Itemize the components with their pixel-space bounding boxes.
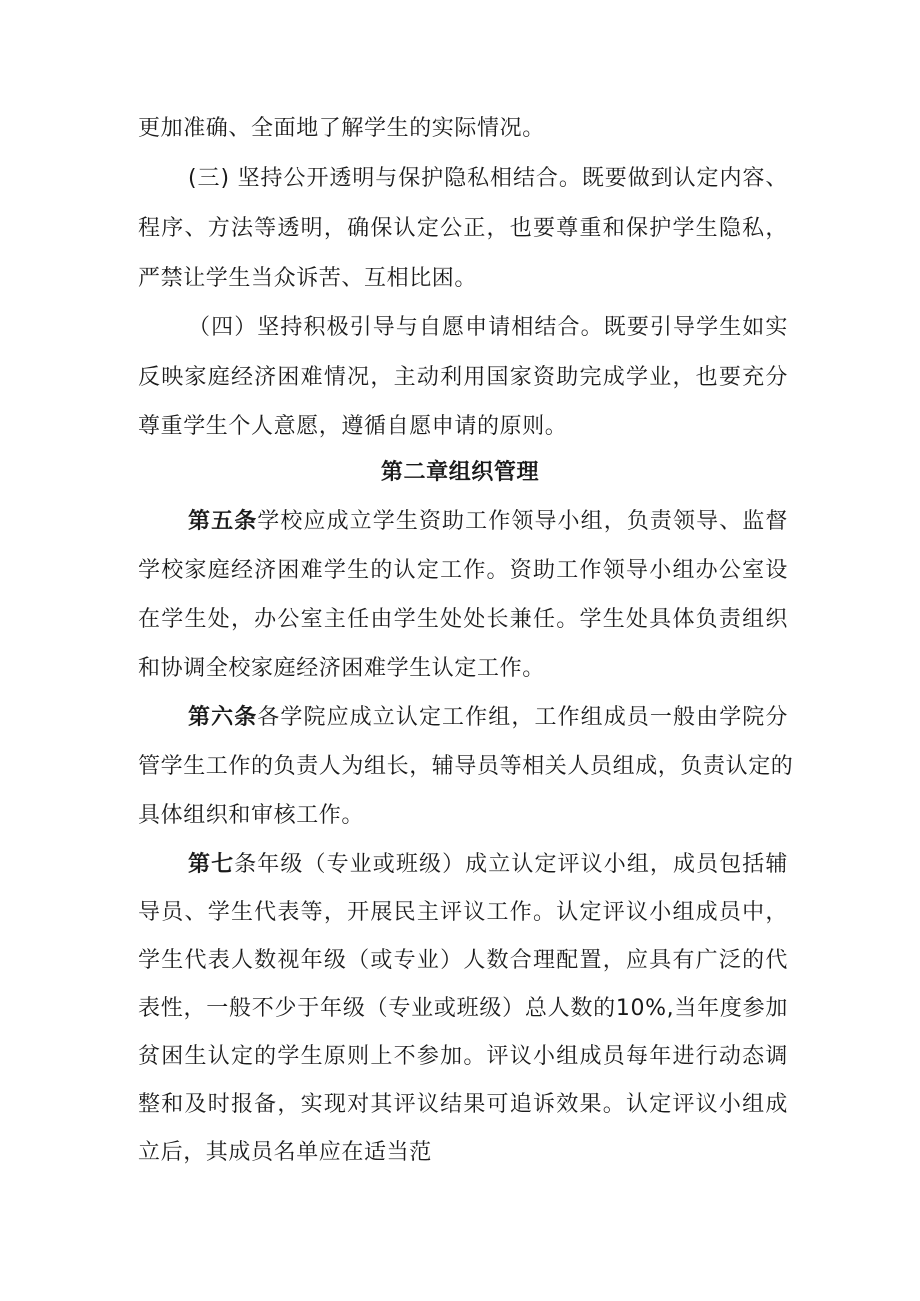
paragraph-line: 反映家庭经济困难情况，主动利用国家资助完成学业，也要充分 <box>138 365 788 390</box>
paragraph-line: 立后，其成员名单应在适当范 <box>138 1140 432 1165</box>
article-text: 条年级（专业或班级）成立认定评议小组，成员包括辅 <box>234 852 789 877</box>
chapter-title: 第二章组织管理 <box>380 460 540 485</box>
paragraph-line: 尊重学生个人意愿，遵循自愿申请的原则。 <box>138 414 568 439</box>
paragraph-line: 严禁让学生当众诉苦、互相比困。 <box>138 266 478 291</box>
article-label: 第七 <box>188 852 235 877</box>
paragraph-line: 贫困生认定的学生原则上不参加。评议小组成员每年进行动态调 <box>138 1044 788 1069</box>
article-7-first-line <box>188 850 788 880</box>
article-text: 各学院应成立认定工作组，工作组成员一般由学院分 <box>257 705 788 730</box>
paragraph-line: （四）坚持积极引导与自愿申请相结合。既要引导学生如实 <box>188 315 788 340</box>
paragraph-line: 更加准确、全面地了解学生的实际情况。 <box>138 116 545 141</box>
article-5-first-line <box>188 507 788 537</box>
paragraph-line: 整和及时报备，实现对其评议结果可追诉效果。认定评议小组成 <box>138 1092 788 1117</box>
article-label: 第六条 <box>188 705 258 730</box>
paragraph-line: 导员、学生代表等，开展民主评议工作。认定评议小组成员中， <box>138 900 788 925</box>
paragraph-line: 学生代表人数视年级（或专业）人数合理配置，应具有广泛的代 <box>138 948 788 973</box>
article-text: 学校应成立学生资助工作领导小组，负责领导、监督 <box>257 509 788 534</box>
article-label: 第五条 <box>188 509 258 534</box>
paragraph-line: (三) 坚持公开透明与保护隐私相结合。既要做到认定内容、 <box>188 166 788 191</box>
paragraph-line: 学校家庭经济困难学生的认定工作。资助工作领导小组办公室设 <box>138 558 788 583</box>
article-6-first-line <box>188 703 788 733</box>
paragraph-line: 具体组织和审核工作。 <box>138 803 365 828</box>
paragraph-line: 表性，一般不少于年级（专业或班级）总人数的10%,当年度参加 <box>138 996 788 1021</box>
paragraph-line: 管学生工作的负责人为组长，辅导员等相关人员组成，负责认定的 <box>138 754 794 779</box>
paragraph-line: 在学生处，办公室主任由学生处处长兼任。学生处具体负责组织 <box>138 607 788 632</box>
paragraph-line: 和协调全校家庭经济困难学生认定工作。 <box>138 656 545 681</box>
paragraph-line: 程序、方法等透明，确保认定公正，也要尊重和保护学生隐私， <box>138 216 788 241</box>
